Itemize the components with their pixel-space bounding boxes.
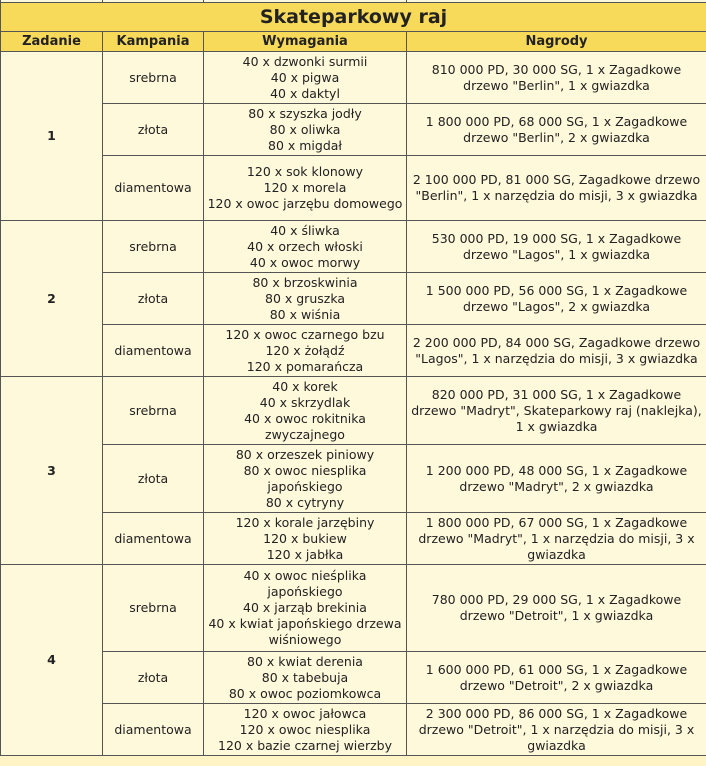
table-row bbox=[1, 325, 706, 377]
campaign-name: srebrna bbox=[103, 377, 204, 445]
requirement-item: 40 x orzech włoski bbox=[247, 238, 363, 254]
column-header-task: Zadanie bbox=[1, 32, 103, 52]
requirement-item: 40 x pigwa bbox=[270, 69, 340, 85]
reward-cell: 1 200 000 PD, 48 000 SG, 1 x Zagadkowe drzewo "Madryt", 2 x gwiazdka bbox=[407, 445, 706, 513]
campaign-name: diamentowa bbox=[103, 156, 204, 221]
reward-cell: 780 000 PD, 29 000 SG, 1 x Zagadkowe drzewo "Detroit", 1 x gwiazdka bbox=[407, 565, 706, 652]
reward-cell: 1 800 000 PD, 68 000 SG, 1 x Zagadkowe drzewo "Berlin", 2 x gwiazdka bbox=[407, 104, 706, 156]
requirements-cell bbox=[204, 565, 407, 652]
table-row bbox=[1, 513, 706, 565]
requirement-item: 40 x skrzydlak bbox=[259, 394, 351, 410]
requirement-item: 120 x bukiew bbox=[263, 530, 347, 546]
requirement-item: 40 x owoc rokitnika zwyczajnego bbox=[244, 410, 366, 442]
requirement-item: 80 x orzeszek piniowy bbox=[235, 446, 375, 462]
column-header-requirements: Wymagania bbox=[204, 32, 407, 52]
table-row bbox=[1, 273, 706, 325]
requirements-cell bbox=[204, 52, 407, 104]
column-header-rewards: Nagrody bbox=[407, 32, 706, 52]
requirement-item: 80 x gruszka bbox=[265, 290, 345, 306]
task-number: 3 bbox=[1, 377, 103, 565]
reward-cell: 820 000 PD, 31 000 SG, 1 x Zagadkowe drzewo "Madryt", Skateparkowy raj (naklejka), 1 x gwiazdka bbox=[407, 377, 706, 445]
header-row bbox=[1, 32, 706, 52]
requirements-cell bbox=[204, 445, 407, 513]
requirement-item: 80 x oliwka bbox=[269, 121, 341, 137]
requirements-cell bbox=[204, 221, 407, 273]
requirement-item: 120 x jabłka bbox=[266, 546, 344, 562]
table-row bbox=[1, 377, 706, 445]
reward-cell: 2 300 000 PD, 86 000 SG, 1 x Zagadkowe drzewo "Detroit", 1 x narzędzia do misji, 3 x gwiazdka bbox=[407, 704, 706, 756]
requirement-item: 80 x owoc poziomkowca bbox=[228, 685, 382, 701]
campaign-name: złota bbox=[103, 652, 204, 704]
requirements-cell bbox=[204, 104, 407, 156]
campaign-name: srebrna bbox=[103, 221, 204, 273]
campaign-name: złota bbox=[103, 445, 204, 513]
requirements-cell bbox=[204, 325, 407, 377]
task-number: 4 bbox=[1, 565, 103, 756]
requirements-cell bbox=[204, 513, 407, 565]
requirement-item: 120 x sok klonowy bbox=[246, 164, 364, 179]
requirement-item: 80 x brzoskwinia bbox=[252, 274, 358, 290]
reward-cell: 530 000 PD, 19 000 SG, 1 x Zagadkowe drzewo "Lagos", 1 x gwiazdka bbox=[407, 221, 706, 273]
requirements-cell bbox=[204, 704, 407, 756]
requirement-item: 40 x korek bbox=[272, 378, 338, 394]
table-row bbox=[1, 652, 706, 704]
table-title: Skateparkowy raj bbox=[1, 3, 706, 32]
campaign-name: złota bbox=[103, 273, 204, 325]
task-number: 2 bbox=[1, 221, 103, 377]
task-number: 1 bbox=[1, 52, 103, 221]
campaign-name: diamentowa bbox=[103, 513, 204, 565]
requirement-item: 80 x kwiat derenia bbox=[247, 653, 363, 669]
requirement-item: 120 x żołądź bbox=[265, 342, 345, 358]
table-row bbox=[1, 156, 706, 221]
requirement-item: 80 x owoc niesplika japońskiego bbox=[243, 462, 367, 494]
table-row bbox=[1, 104, 706, 156]
requirement-item: 40 x daktyl bbox=[270, 85, 340, 101]
reward-cell: 810 000 PD, 30 000 SG, 1 x Zagadkowe drzewo "Berlin", 1 x gwiazdka bbox=[407, 52, 706, 104]
requirement-item: 80 x szyszka jodły bbox=[248, 105, 362, 121]
requirement-item: 40 x jarząb brekinia bbox=[243, 600, 367, 615]
reward-cell: 2 200 000 PD, 84 000 SG, Zagadkowe drzewo "Lagos", 1 x narzędzia do misji, 3 x gwiazdka bbox=[407, 325, 706, 377]
requirement-item: 120 x korale jarzębiny bbox=[235, 514, 375, 530]
requirements-cell bbox=[204, 156, 407, 221]
table-row bbox=[1, 221, 706, 273]
table-row bbox=[1, 445, 706, 513]
requirement-item: 120 x owoc jarzębu domowego bbox=[207, 196, 403, 211]
table-row bbox=[1, 52, 706, 104]
requirement-item: 40 x owoc nieśplika japońskiego bbox=[243, 568, 367, 599]
campaign-name: srebrna bbox=[103, 52, 204, 104]
table-row bbox=[1, 704, 706, 756]
requirement-item: 40 x śliwka bbox=[270, 222, 340, 238]
requirements-cell bbox=[204, 652, 407, 704]
requirement-item: 120 x pomarańcza bbox=[246, 358, 364, 374]
requirement-item: 80 x migdał bbox=[268, 137, 342, 153]
requirements-cell bbox=[204, 377, 407, 445]
requirements-cell bbox=[204, 273, 407, 325]
reward-cell: 1 600 000 PD, 61 000 SG, 1 x Zagadkowe drzewo "Detroit", 2 x gwiazdka bbox=[407, 652, 706, 704]
title-row bbox=[1, 3, 706, 32]
requirement-item: 40 x dzwonki surmii bbox=[242, 53, 368, 69]
requirement-item: 80 x cytryny bbox=[265, 494, 345, 510]
requirement-item: 120 x owoc niesplika bbox=[239, 721, 371, 737]
campaign-name: diamentowa bbox=[103, 704, 204, 756]
table-row bbox=[1, 565, 706, 652]
column-header-campaign: Kampania bbox=[103, 32, 204, 52]
requirement-item: 80 x tabebuja bbox=[261, 669, 349, 685]
requirement-item: 120 x bazie czarnej wierzby bbox=[218, 737, 392, 753]
reward-cell: 1 800 000 PD, 67 000 SG, 1 x Zagadkowe drzewo "Madryt", 1 x narzędzia do misji, 3 x gwiazdka bbox=[407, 513, 706, 565]
reward-cell: 1 500 000 PD, 56 000 SG, 1 x Zagadkowe drzewo "Lagos", 2 x gwiazdka bbox=[407, 273, 706, 325]
campaign-name: diamentowa bbox=[103, 325, 204, 377]
campaign-name: srebrna bbox=[103, 565, 204, 652]
reward-cell: 2 100 000 PD, 81 000 SG, Zagadkowe drzewo "Berlin", 1 x narzędzia do misji, 3 x gwiazdka bbox=[407, 156, 706, 221]
requirement-item: 40 x owoc morwy bbox=[249, 254, 361, 270]
requirement-item: 120 x owoc czarnego bzu bbox=[225, 326, 385, 342]
requirement-item: 80 x wiśnia bbox=[269, 306, 341, 322]
requirement-item: 120 x morela bbox=[263, 180, 347, 195]
campaign-name: złota bbox=[103, 104, 204, 156]
requirement-item: 40 x kwiat japońskiego drzewa wiśniowego bbox=[208, 616, 402, 647]
requirement-item: 120 x owoc jałowca bbox=[243, 705, 367, 721]
